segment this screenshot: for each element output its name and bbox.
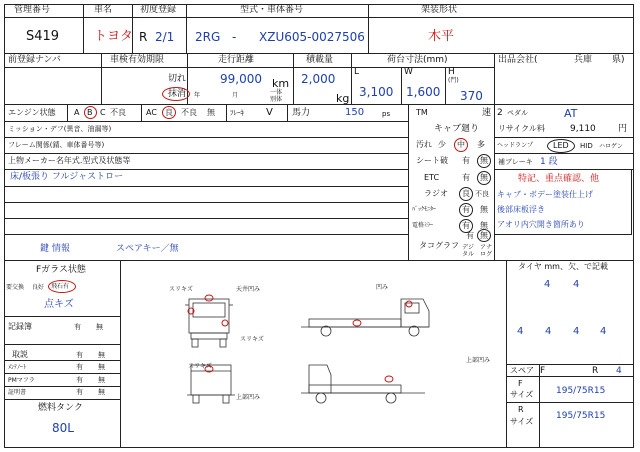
tacho-digital2: タル [462,251,475,258]
spare-label: スペア [510,366,534,375]
tire-rear: 4 [600,326,607,337]
dim-H-note: (門) [448,77,459,84]
keys-label: 鍵 情報 [40,244,70,254]
side-view-deck-2 [309,385,401,393]
dim-W-value: 1,600 [406,85,441,99]
dirt-many: 多 [477,140,485,149]
maker-label: 車名 [94,5,113,15]
spare-value: 4 [616,366,622,376]
back-monitor-yes: 有 [462,205,470,214]
capacity-value: 2,000 [301,72,336,86]
dim-H-value: 370 [460,89,483,103]
mirror-label: 電格ﾐﾗｰ [412,222,434,229]
tacho-no: 無 [480,231,488,240]
radio-bad: 不良 [475,190,489,198]
cab-label: キャブ廻り [434,124,480,134]
glass-title: Fガラス状態 [36,265,86,275]
speed-suffix: 速 [482,108,492,118]
side-view-cab-2 [309,365,331,393]
label-rear-dent: 上部凹み [236,394,261,401]
label-scratch: スリキズ [169,286,193,293]
fuel-value: 80L [52,421,74,435]
seat-label: シート破 [416,156,448,165]
ac-label: AC [146,108,157,117]
r-label: R [518,405,524,414]
front-view-cab [189,299,229,333]
tires-header: タイヤ mm、欠、で記載 [518,262,608,271]
tire-rear: 4 [573,326,580,337]
radio-good: 良 [462,189,470,198]
tm-label: TM [416,108,428,117]
origin-label: 出品会社( [498,55,538,65]
body-type: 木平 [428,29,455,44]
muffler-no: 無 [98,376,105,384]
maintenance-yes: 有 [76,363,83,371]
recycle-unit: 円 [618,124,628,134]
erase-date-hint: 年 [194,92,201,99]
glass-status: 点キズ [44,299,74,310]
etc-label: ETC [424,173,440,182]
spare-r: R [592,366,599,376]
tire-front-left: 4 [544,279,551,290]
upper-maker-label: 上物メーカー名年式.型式及状態等 [8,156,131,165]
label-rear-scratch: スリキズ [188,363,212,370]
dim-H-label: H [448,67,455,77]
model-label: 型式・車体番号 [240,5,304,15]
ac-good: 良 [165,108,173,117]
maintenance-no: 無 [98,363,105,371]
dirt-label: 汚れ [416,140,432,149]
headlamp-halogen: ハロゲン [599,143,623,150]
frame-label: フレーム関係(錆、車体番号等) [8,141,105,149]
dim-L-label: L [354,67,360,77]
f-size-label: サイズ [510,390,534,399]
control-no-label: 管理番号 [14,5,51,15]
log-no: 無 [96,323,103,331]
manual-no: 無 [98,351,105,359]
tacho-yes: 有 [466,231,474,240]
maintenance-label: ﾒﾝﾃﾉｰﾄ [8,364,27,371]
body-label: 架装形状 [421,5,458,15]
f-label: F [518,379,523,388]
grade-b: B [87,108,93,117]
notes-line: 後部床板浮き [497,205,545,214]
etc-yes: 有 [462,173,470,182]
plate-label: 前登録ナンバ [8,55,61,65]
muffler-label: PMマフラ [8,377,35,384]
tacho-analog: アナ [480,244,493,251]
cert-no: 無 [98,388,105,396]
spare-f: F [540,366,546,376]
brake-label: ﾌﾚｰｷ [230,109,244,117]
label-cab-scratch: スリキズ [240,336,264,343]
manual-label: 取説 [12,350,28,359]
recycle-value: 9,110 [570,124,596,134]
first-reg-label: 初度登録 [140,5,177,15]
hp-unit: ps [382,110,391,118]
label-dent: 凹み [376,284,389,291]
aux-brake-label: 補ブレーキ [498,158,533,166]
glass-chip: 飛石有 [51,283,70,290]
mirror-no: 無 [480,221,488,230]
tacho-label: タコグラフ [419,241,459,250]
pedal: ペダル [507,109,528,117]
f-size: 195/75R15 [556,386,606,396]
capacity-label: 積載量 [306,55,334,65]
ac-dash: 無 [207,108,215,117]
fuel-label: 燃料タンク [38,403,83,413]
erase-month: 月 [232,92,239,99]
engine-label: エンジン状態 [8,108,56,117]
tacho-analog2: ログ [480,251,493,258]
seat-no: 無 [480,156,488,165]
upper-desc: 床/板張り フルジャストロー [10,172,124,182]
label-dent-top: 天井凹み [236,286,261,293]
tire-front-right: 4 [573,279,580,290]
glass-replace: 要交換 [6,284,25,291]
aux-brake-value: 1 段 [540,157,558,167]
headlamp-led: LED [553,141,569,150]
ac-bad: 不良 [181,108,197,117]
muffler-yes: 有 [76,376,83,384]
log-label: 記録簿 [8,322,32,331]
tire-rear: 4 [545,326,552,337]
mileage-label: 走行距離 [218,55,255,65]
manual-yes: 有 [76,351,83,359]
expired-label: 切れ [168,74,187,84]
radio-label: ラジオ [424,189,448,198]
cert-yes: 有 [76,388,83,396]
erased-label: 抹消 [168,89,187,99]
glass-good: 良好 [32,284,45,291]
engine-bad: 不良 [110,108,126,117]
inspection-label: 車検有効期限 [110,55,165,65]
dim-L-value: 3,100 [359,85,394,99]
origin-pref: 兵庫 [574,55,593,65]
hp-value: 150 [345,107,365,118]
notes-title: 特記、重点確認、他 [518,174,600,184]
etc-no: 無 [480,173,488,182]
gears: 2 [497,108,503,118]
r-size-label: サイズ [510,417,534,426]
grade-a: A [74,108,80,117]
single-body-bottom: 別体 [270,96,283,103]
headlamp-hid: HID [580,142,593,150]
single-body-top: 一体 [270,89,283,96]
grade-c: C [100,108,106,117]
model-dash: - [232,30,237,44]
model-prefix: 2RG [195,30,221,44]
notes-line: アオリ内穴開き箇所あり [497,220,585,229]
capacity-unit: kg [336,92,350,105]
label-front-dent: 上部凹み [466,357,491,364]
dirt-mid: 中 [457,140,465,149]
dirt-small: 少 [438,140,446,149]
seat-yes: 有 [462,156,470,165]
recycle-label: リサイクル料 [498,124,545,133]
keys-value: スペアキー／無 [116,244,179,254]
dims-label: 荷台寸法(mm) [387,55,448,65]
first-reg-date: 2/1 [155,30,175,44]
origin-close: 県) [612,55,625,65]
era: R [139,30,148,44]
mileage-unit: km [272,77,290,90]
mission-label: ミッション・デフ(異音、油漏等) [8,125,112,133]
tire-rear: 4 [517,326,524,337]
tacho-digital: デジ [462,244,474,251]
mileage-value: 99,000 [220,72,262,86]
back-monitor-label: ﾊﾞｯｸﾓﾆﾀｰ [412,206,437,213]
maker: トヨタ [94,29,134,44]
dim-W-label: W [404,67,413,77]
transmission: AT [564,107,578,120]
r-size: 195/75R15 [556,411,606,421]
cert-label: 証明書 [8,389,27,396]
chassis-no: XZU605-0027506 [259,30,365,44]
log-yes: 有 [74,323,81,331]
mirror-yes: 有 [462,221,470,230]
notes-line: キャブ・ボデー塗装仕上げ [497,190,593,199]
hp-label: 馬力 [292,108,311,118]
headlamp-label: ヘッドランプ [497,142,534,149]
brake-value: V [266,107,273,118]
control-no: S419 [26,29,60,44]
vehicle-inspection-sheet [4,4,634,448]
back-monitor-no: 無 [480,205,488,214]
